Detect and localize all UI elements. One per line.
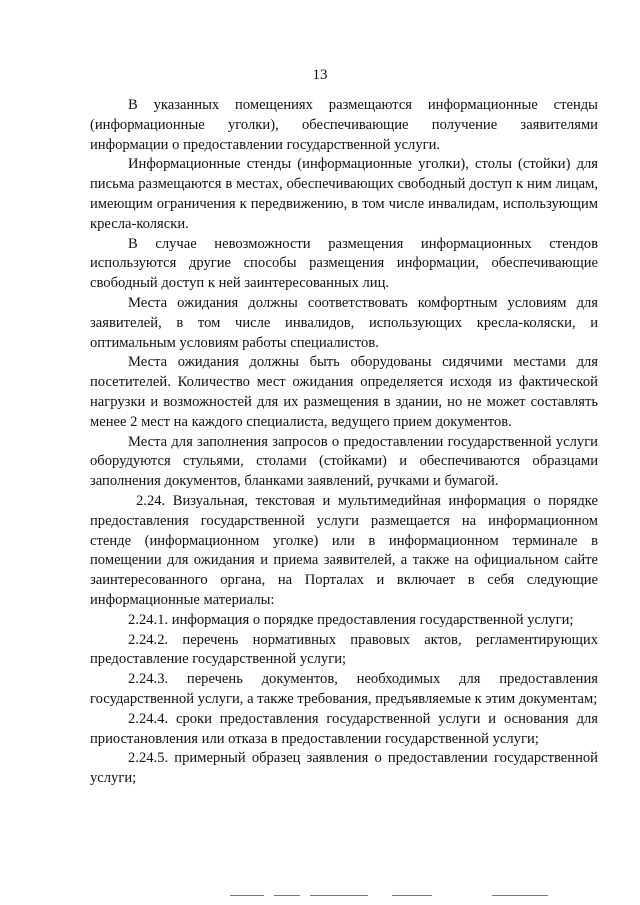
paragraph-waiting-comfort: Места ожидания должны соответствовать комфортным условиям для заявителей, в том числе инвалидов, использующих кресла-коляски, и оптимальным условиям работы специалистов. [90,294,598,351]
scan-footer-artifact [230,893,630,899]
document-body [90,96,598,789]
paragraph-stands-placement: Информационные стенды (информационные уголки), столы (стойки) для письма размещаются в местах, обеспечивающих свободный доступ к ним лицам, имеющим ограничения к передвижению, в том числе инвалидам, использующим кресла-коляски. [90,156,598,232]
clause-2-24-4: 2.24.4. сроки предоставления государственной услуги и основания для приостановления или отказа в предоставлении государственной услуги; [90,710,598,747]
clause-2-24-2: 2.24.2. перечень нормативных правовых актов, регламентирующих предоставление государственной услуги; [90,631,598,668]
paragraph-request-filling: Места для заполнения запросов о предоставлении государственной услуги оборудуются стульями, столами (стойками) и обеспечиваются образцами заполнения документов, бланками заявлений, ручками и бумагой. [90,433,598,490]
clause-2-24-5: 2.24.5. примерный образец заявления о предоставлении государственной услуги; [90,750,598,787]
clause-2-24-1: 2.24.1. информация о порядке предоставления государственной услуги; [128,611,574,628]
paragraph-info-stands: В указанных помещениях размещаются информационные стенды (информационные уголки), обеспечивающие получение заявителями информации о предоставлении государственной услуги. [90,97,598,153]
page-number: 13 [312,67,328,83]
clause-2-24: 2.24. Визуальная, текстовая и мультимедийная информация о порядке предоставления государственной услуги размещается на информационном стенде (информационном уголке) или в информационном терминале в помещении для ожидания и приема заявителей, а также на официальном сайте заинтересованного органа, на Порталах и включает в себя следующие информационные материалы: [90,492,598,608]
paragraph-alternative-placement: В случае невозможности размещения информационных стендов используются другие способы размещения информации, обеспечивающие свободный доступ к ней заинтересованных лиц. [90,235,598,292]
clause-2-24-3: 2.24.3. перечень документов, необходимых для предоставления государственной услуги, а также требования, предъявляемые к этим документам; [90,671,598,707]
paragraph-waiting-seats: Места ожидания должны быть оборудованы сидячими местами для посетителей. Количество мест ожидания определяется исходя из фактической нагрузки и возможностей для их размещения в здании, но не может составлять менее 2 мест на каждого специалиста, ведущего прием документов. [90,354,598,430]
